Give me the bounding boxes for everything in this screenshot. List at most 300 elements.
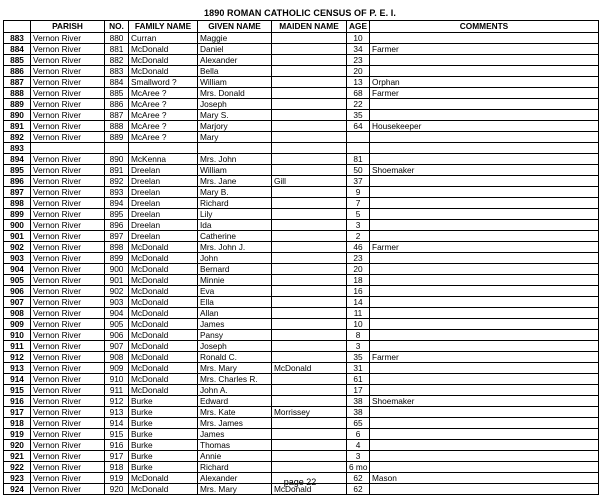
cell-maiden-name — [272, 143, 347, 154]
cell-parish: Vernon River — [31, 154, 105, 165]
cell-parish: Vernon River — [31, 66, 105, 77]
cell-rownum: 891 — [4, 121, 31, 132]
cell-comments: Orphan — [370, 77, 599, 88]
cell-comments — [370, 264, 599, 275]
cell-comments — [370, 198, 599, 209]
cell-no — [105, 143, 129, 154]
cell-family-name: Burke — [129, 451, 198, 462]
table-row — [4, 99, 599, 110]
cell-rownum: 895 — [4, 165, 31, 176]
cell-maiden-name — [272, 462, 347, 473]
cell-age: 2 — [347, 231, 370, 242]
cell-age: 20 — [347, 264, 370, 275]
cell-no: 893 — [105, 187, 129, 198]
table-row — [4, 110, 599, 121]
cell-no: 917 — [105, 451, 129, 462]
cell-age: 6 mo — [347, 462, 370, 473]
header-cell-given-name: GIVEN NAME — [198, 21, 272, 33]
cell-rownum: 907 — [4, 297, 31, 308]
cell-given-name: John — [198, 253, 272, 264]
cell-comments — [370, 132, 599, 143]
cell-parish: Vernon River — [31, 242, 105, 253]
cell-family-name: McDonald — [129, 484, 198, 495]
cell-no: 914 — [105, 418, 129, 429]
cell-no: 907 — [105, 341, 129, 352]
cell-maiden-name — [272, 341, 347, 352]
cell-family-name: Dreelan — [129, 198, 198, 209]
cell-given-name: Minnie — [198, 275, 272, 286]
cell-age: 3 — [347, 220, 370, 231]
cell-age: 31 — [347, 363, 370, 374]
cell-given-name: Mrs. John — [198, 154, 272, 165]
table-row — [4, 407, 599, 418]
cell-comments: Farmer — [370, 352, 599, 363]
cell-parish: Vernon River — [31, 374, 105, 385]
cell-given-name: Bernard — [198, 264, 272, 275]
cell-comments — [370, 286, 599, 297]
cell-no: 888 — [105, 121, 129, 132]
cell-rownum: 912 — [4, 352, 31, 363]
cell-given-name: Mrs. Mary — [198, 484, 272, 495]
cell-maiden-name: McDonald — [272, 484, 347, 495]
cell-family-name: McDonald — [129, 55, 198, 66]
cell-age: 65 — [347, 418, 370, 429]
cell-given-name: Allan — [198, 308, 272, 319]
cell-given-name: William — [198, 77, 272, 88]
cell-maiden-name — [272, 275, 347, 286]
cell-parish: Vernon River — [31, 341, 105, 352]
cell-family-name: Burke — [129, 396, 198, 407]
cell-family-name: McDonald — [129, 352, 198, 363]
cell-given-name: Catherine — [198, 231, 272, 242]
cell-given-name: Daniel — [198, 44, 272, 55]
cell-no: 915 — [105, 429, 129, 440]
cell-comments — [370, 66, 599, 77]
cell-family-name: Burke — [129, 407, 198, 418]
cell-no: 894 — [105, 198, 129, 209]
cell-given-name: Mary B. — [198, 187, 272, 198]
cell-parish — [31, 143, 105, 154]
cell-rownum: 899 — [4, 209, 31, 220]
cell-age — [347, 143, 370, 154]
cell-no: 887 — [105, 110, 129, 121]
cell-no: 883 — [105, 66, 129, 77]
cell-comments: Farmer — [370, 88, 599, 99]
cell-comments — [370, 319, 599, 330]
cell-parish: Vernon River — [31, 121, 105, 132]
cell-comments: Shoemaker — [370, 165, 599, 176]
cell-comments — [370, 55, 599, 66]
cell-family-name: McAree ? — [129, 121, 198, 132]
table-row — [4, 341, 599, 352]
cell-age: 20 — [347, 66, 370, 77]
cell-maiden-name — [272, 286, 347, 297]
table-row — [4, 462, 599, 473]
cell-comments — [370, 253, 599, 264]
cell-given-name: Ronald C. — [198, 352, 272, 363]
cell-age: 17 — [347, 385, 370, 396]
cell-given-name: Ida — [198, 220, 272, 231]
cell-parish: Vernon River — [31, 264, 105, 275]
cell-given-name: Mrs. James — [198, 418, 272, 429]
cell-comments: Farmer — [370, 44, 599, 55]
table-row — [4, 242, 599, 253]
cell-no: 904 — [105, 308, 129, 319]
cell-no: 905 — [105, 319, 129, 330]
cell-comments — [370, 209, 599, 220]
cell-family-name: McDonald — [129, 275, 198, 286]
cell-age: 35 — [347, 110, 370, 121]
cell-rownum: 903 — [4, 253, 31, 264]
cell-no: 881 — [105, 44, 129, 55]
cell-parish: Vernon River — [31, 110, 105, 121]
cell-maiden-name — [272, 44, 347, 55]
cell-no: 896 — [105, 220, 129, 231]
cell-given-name: Eva — [198, 286, 272, 297]
header-cell-comments: COMMENTS — [370, 21, 599, 33]
cell-family-name: Burke — [129, 440, 198, 451]
cell-given-name: Mrs. Kate — [198, 407, 272, 418]
cell-given-name: Maggie — [198, 33, 272, 44]
cell-comments — [370, 154, 599, 165]
cell-comments — [370, 385, 599, 396]
cell-age: 9 — [347, 187, 370, 198]
cell-parish: Vernon River — [31, 407, 105, 418]
cell-comments — [370, 231, 599, 242]
table-row — [4, 374, 599, 385]
cell-age: 61 — [347, 374, 370, 385]
cell-maiden-name — [272, 253, 347, 264]
cell-comments — [370, 275, 599, 286]
cell-given-name: Thomas — [198, 440, 272, 451]
cell-given-name: Annie — [198, 451, 272, 462]
cell-rownum: 914 — [4, 374, 31, 385]
cell-comments — [370, 187, 599, 198]
cell-parish: Vernon River — [31, 275, 105, 286]
cell-given-name: Mrs. Jane — [198, 176, 272, 187]
cell-given-name: Mrs. Charles R. — [198, 374, 272, 385]
table-row — [4, 396, 599, 407]
header-row — [4, 21, 599, 33]
cell-parish: Vernon River — [31, 297, 105, 308]
cell-no: 892 — [105, 176, 129, 187]
table-row — [4, 88, 599, 99]
cell-parish: Vernon River — [31, 429, 105, 440]
cell-age: 62 — [347, 484, 370, 495]
cell-age: 13 — [347, 77, 370, 88]
cell-family-name: McAree ? — [129, 132, 198, 143]
table-row — [4, 297, 599, 308]
cell-parish: Vernon River — [31, 44, 105, 55]
cell-rownum: 906 — [4, 286, 31, 297]
cell-age: 22 — [347, 99, 370, 110]
cell-given-name: Mary — [198, 132, 272, 143]
cell-no: 906 — [105, 330, 129, 341]
cell-parish: Vernon River — [31, 440, 105, 451]
cell-family-name: McDonald — [129, 308, 198, 319]
table-row — [4, 308, 599, 319]
cell-parish: Vernon River — [31, 352, 105, 363]
cell-age: 37 — [347, 176, 370, 187]
cell-age: 23 — [347, 55, 370, 66]
cell-given-name — [198, 143, 272, 154]
cell-maiden-name — [272, 187, 347, 198]
cell-given-name: Mrs. Mary — [198, 363, 272, 374]
cell-maiden-name — [272, 352, 347, 363]
cell-given-name: John A. — [198, 385, 272, 396]
cell-no: 899 — [105, 253, 129, 264]
cell-comments — [370, 440, 599, 451]
cell-rownum: 892 — [4, 132, 31, 143]
table-row — [4, 286, 599, 297]
cell-maiden-name — [272, 55, 347, 66]
cell-given-name: Mrs. Donald — [198, 88, 272, 99]
cell-rownum: 894 — [4, 154, 31, 165]
cell-age: 10 — [347, 319, 370, 330]
cell-rownum: 901 — [4, 231, 31, 242]
cell-comments — [370, 374, 599, 385]
cell-maiden-name — [272, 66, 347, 77]
cell-rownum: 913 — [4, 363, 31, 374]
cell-family-name: Dreelan — [129, 209, 198, 220]
cell-maiden-name — [272, 209, 347, 220]
cell-parish: Vernon River — [31, 319, 105, 330]
cell-age: 35 — [347, 352, 370, 363]
cell-no: 895 — [105, 209, 129, 220]
cell-no: 897 — [105, 231, 129, 242]
cell-given-name: Joseph — [198, 99, 272, 110]
cell-comments — [370, 308, 599, 319]
table-row — [4, 330, 599, 341]
cell-maiden-name — [272, 88, 347, 99]
cell-rownum: 919 — [4, 429, 31, 440]
cell-maiden-name — [272, 319, 347, 330]
cell-no: 882 — [105, 55, 129, 66]
cell-family-name: McDonald — [129, 385, 198, 396]
cell-age: 68 — [347, 88, 370, 99]
cell-no: 889 — [105, 132, 129, 143]
cell-age: 46 — [347, 242, 370, 253]
cell-parish: Vernon River — [31, 253, 105, 264]
cell-family-name: McDonald — [129, 341, 198, 352]
cell-no: 886 — [105, 99, 129, 110]
cell-parish: Vernon River — [31, 451, 105, 462]
cell-comments: Farmer — [370, 242, 599, 253]
cell-parish: Vernon River — [31, 209, 105, 220]
census-table — [3, 20, 599, 495]
cell-parish: Vernon River — [31, 363, 105, 374]
cell-maiden-name — [272, 33, 347, 44]
cell-no: 909 — [105, 363, 129, 374]
table-row — [4, 176, 599, 187]
table-row — [4, 77, 599, 88]
cell-no: 903 — [105, 297, 129, 308]
cell-given-name: Alexander — [198, 473, 272, 484]
cell-maiden-name — [272, 198, 347, 209]
cell-maiden-name — [272, 132, 347, 143]
cell-family-name: McDonald — [129, 66, 198, 77]
cell-rownum: 921 — [4, 451, 31, 462]
cell-maiden-name — [272, 110, 347, 121]
cell-family-name: McDonald — [129, 297, 198, 308]
cell-parish: Vernon River — [31, 418, 105, 429]
table-row — [4, 275, 599, 286]
cell-comments — [370, 220, 599, 231]
cell-comments — [370, 110, 599, 121]
cell-age: 10 — [347, 33, 370, 44]
cell-given-name: Alexander — [198, 55, 272, 66]
table-row — [4, 132, 599, 143]
cell-rownum: 889 — [4, 99, 31, 110]
table-row — [4, 143, 599, 154]
cell-comments — [370, 363, 599, 374]
cell-age: 3 — [347, 451, 370, 462]
cell-no: 908 — [105, 352, 129, 363]
cell-rownum: 902 — [4, 242, 31, 253]
cell-no: 900 — [105, 264, 129, 275]
table-row — [4, 440, 599, 451]
cell-age: 64 — [347, 121, 370, 132]
cell-comments — [370, 407, 599, 418]
header-cell-family-name: FAMILY NAME — [129, 21, 198, 33]
cell-maiden-name — [272, 297, 347, 308]
cell-rownum: 911 — [4, 341, 31, 352]
cell-given-name: Marjory — [198, 121, 272, 132]
cell-maiden-name — [272, 220, 347, 231]
table-row — [4, 165, 599, 176]
cell-maiden-name — [272, 440, 347, 451]
cell-parish: Vernon River — [31, 462, 105, 473]
cell-comments: Mason — [370, 473, 599, 484]
cell-maiden-name — [272, 154, 347, 165]
cell-rownum: 890 — [4, 110, 31, 121]
cell-maiden-name — [272, 429, 347, 440]
cell-parish: Vernon River — [31, 187, 105, 198]
table-row — [4, 253, 599, 264]
cell-maiden-name — [272, 242, 347, 253]
cell-parish: Vernon River — [31, 231, 105, 242]
cell-age: 8 — [347, 330, 370, 341]
cell-rownum: 920 — [4, 440, 31, 451]
cell-rownum: 900 — [4, 220, 31, 231]
table-row — [4, 33, 599, 44]
cell-family-name: McAree ? — [129, 110, 198, 121]
cell-age: 5 — [347, 209, 370, 220]
cell-comments — [370, 176, 599, 187]
cell-given-name: Richard — [198, 462, 272, 473]
cell-parish: Vernon River — [31, 33, 105, 44]
cell-family-name: McDonald — [129, 363, 198, 374]
cell-comments: Shoemaker — [370, 396, 599, 407]
table-row — [4, 418, 599, 429]
cell-family-name: Curran — [129, 33, 198, 44]
cell-maiden-name — [272, 330, 347, 341]
cell-no: 901 — [105, 275, 129, 286]
cell-rownum: 904 — [4, 264, 31, 275]
header-cell-rownum — [4, 21, 31, 33]
cell-age: 16 — [347, 286, 370, 297]
cell-given-name: Edward — [198, 396, 272, 407]
cell-parish: Vernon River — [31, 55, 105, 66]
cell-parish: Vernon River — [31, 473, 105, 484]
cell-no: 918 — [105, 462, 129, 473]
cell-comments — [370, 143, 599, 154]
cell-parish: Vernon River — [31, 484, 105, 495]
cell-maiden-name — [272, 374, 347, 385]
cell-no: 910 — [105, 374, 129, 385]
cell-family-name: Dreelan — [129, 187, 198, 198]
cell-parish: Vernon River — [31, 385, 105, 396]
cell-age: 38 — [347, 407, 370, 418]
cell-family-name: Burke — [129, 418, 198, 429]
cell-rownum: 898 — [4, 198, 31, 209]
table-row — [4, 154, 599, 165]
cell-no: 916 — [105, 440, 129, 451]
header-cell-parish: PARISH — [31, 21, 105, 33]
cell-parish: Vernon River — [31, 132, 105, 143]
cell-maiden-name — [272, 165, 347, 176]
cell-family-name: Dreelan — [129, 231, 198, 242]
cell-family-name: Smallword ? — [129, 77, 198, 88]
header-cell-no: NO. — [105, 21, 129, 33]
cell-age: 38 — [347, 396, 370, 407]
cell-maiden-name — [272, 385, 347, 396]
header-cell-maiden-name: MAIDEN NAME — [272, 21, 347, 33]
cell-given-name: Ella — [198, 297, 272, 308]
cell-age: 4 — [347, 440, 370, 451]
cell-age: 11 — [347, 308, 370, 319]
cell-age: 18 — [347, 275, 370, 286]
cell-maiden-name — [272, 308, 347, 319]
table-row — [4, 231, 599, 242]
cell-comments — [370, 418, 599, 429]
table-row — [4, 55, 599, 66]
cell-comments — [370, 297, 599, 308]
cell-maiden-name — [272, 99, 347, 110]
cell-rownum: 884 — [4, 44, 31, 55]
cell-comments — [370, 429, 599, 440]
cell-parish: Vernon River — [31, 330, 105, 341]
cell-rownum: 885 — [4, 55, 31, 66]
table-row — [4, 352, 599, 363]
cell-given-name: James — [198, 429, 272, 440]
cell-no: 920 — [105, 484, 129, 495]
cell-family-name: Dreelan — [129, 165, 198, 176]
cell-family-name: Dreelan — [129, 220, 198, 231]
cell-given-name: Lily — [198, 209, 272, 220]
cell-rownum: 917 — [4, 407, 31, 418]
cell-rownum: 918 — [4, 418, 31, 429]
cell-comments: Housekeeper — [370, 121, 599, 132]
cell-rownum: 922 — [4, 462, 31, 473]
cell-no: 911 — [105, 385, 129, 396]
cell-rownum: 910 — [4, 330, 31, 341]
cell-rownum: 896 — [4, 176, 31, 187]
cell-parish: Vernon River — [31, 165, 105, 176]
page-number: page 22 — [283, 477, 317, 487]
cell-maiden-name — [272, 451, 347, 462]
cell-maiden-name: Gill — [272, 176, 347, 187]
cell-parish: Vernon River — [31, 220, 105, 231]
cell-rownum: 897 — [4, 187, 31, 198]
cell-family-name — [129, 143, 198, 154]
table-row — [4, 451, 599, 462]
cell-parish: Vernon River — [31, 198, 105, 209]
page-title: 1890 ROMAN CATHOLIC CENSUS OF P. E. I. — [204, 8, 396, 18]
cell-maiden-name — [272, 264, 347, 275]
cell-rownum: 893 — [4, 143, 31, 154]
cell-comments — [370, 451, 599, 462]
